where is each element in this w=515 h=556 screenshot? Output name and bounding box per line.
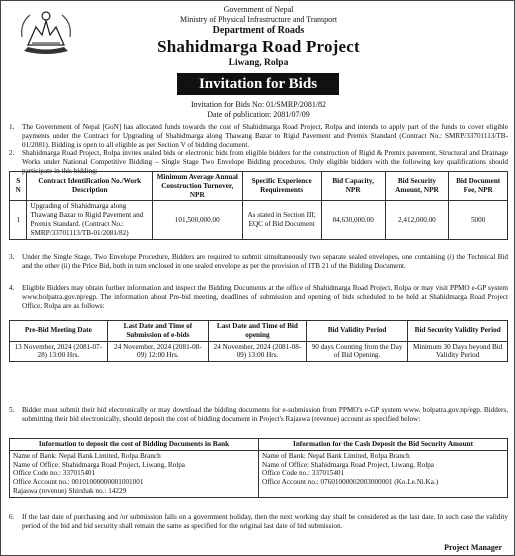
paragraph-2-number: 2. — [9, 149, 15, 157]
table-row — [10, 341, 508, 362]
paragraph-4-text: Eligible Bidders may obtain further information and inspect the Bidding Documents at the office of Shahidmarga Road Project, Rolpa or may visit PPMO e-GP system www.bolpatra.gov.np/egp. The information about Pre-bid meeting, deadlines of submission and opening of bids scheduled to be held at Shahidmarga Road Project Office, Rolpa are as follows: — [22, 284, 508, 311]
paragraph-3-text: Under the Single Stage, Two Envelope Procedure, Bidders are required to submit simultaneously two separate sealed envelopes, one containing (i) the Technical Bid and the other (ii) the Price Bid, both in turn enclosed in one sealed envelope as per the provision of ITB 21 of the Bidding Document. — [22, 253, 508, 271]
paragraph-5-number: 5. — [9, 406, 15, 414]
table-header: Last Date and Time of Bid opening — [209, 321, 307, 342]
table-header-row — [10, 321, 508, 342]
schedule-table — [9, 320, 508, 362]
paragraph-4-number: 4. — [9, 284, 15, 292]
table-cell: 1 — [10, 201, 27, 239]
paragraph-1-number: 1. — [9, 123, 15, 131]
project-location: Liwang, Rolpa — [228, 58, 289, 68]
bank-info-line: Office Code no.: 337015401 — [13, 469, 96, 478]
table-cell: 101,500,000.00 — [153, 201, 243, 239]
table-cell: 24 November, 2024 (2081-08-09) 12:00 Hrs. — [107, 341, 208, 362]
table-cell: 24 November, 2024 (2081-08-09) 13:00 Hrs. — [209, 341, 307, 362]
paragraph-3-number: 3. — [9, 253, 15, 261]
bank-info-line: Office Account no.: 00101000000001001001 — [13, 478, 144, 487]
paragraph-6-number: 6. — [9, 513, 15, 521]
table-cell: Minimum 30 Days beyond Bid Validity Period — [408, 341, 508, 362]
paragraph-6-text: If the last date of purchasing and /or submission falls on a government holiday, then the next working day shall be considered as the last date. In such case the validity period of the bid and bid security shall remain the same as specified for the original last date of bid submission. — [22, 513, 508, 531]
bank-info-line: Name of Office: Shahidmarga Road Project, Liwang, Rolpa — [262, 460, 434, 469]
bank-info-line: Office Account no.: 07601000002003000001 (Ko.Le.Ni.Ka.) — [262, 478, 439, 487]
qualification-table — [9, 171, 508, 240]
table-header: Minimum Average Annual Construction Turnover, NPR — [153, 172, 243, 201]
table-header: Pre-Bid Meeting Date — [10, 321, 108, 342]
bank-info-line: Office Code no.: 337015401 — [262, 469, 345, 478]
table-cell: 84,630,000.00 — [321, 201, 385, 239]
bank-info-line: Name of Bank: Nepal Bank Limited, Rolpa Branch — [13, 451, 161, 460]
table-header: Information for the Cash Deposit the Bid Security Amount — [259, 439, 508, 451]
table-header-row — [10, 439, 508, 451]
invitation-banner: Invitation for Bids — [177, 73, 339, 95]
table-header: Bid Validity Period — [306, 321, 408, 342]
paragraph-2-text: Shahidmarga Road Project, Rolpa invites sealed bids or electronic bids from eligible bidders for the construction of Rigid & Premix pavement, Structural and Drainage Works under National Competitive Bidding – Single Stage Two Envelope Bidding procedures. Only eligible bidders with the following key qualifications should participate in this bidding: — [22, 149, 508, 176]
ministry-name: Ministry of Physical Infrastructure and Transport — [179, 15, 338, 24]
table-cell: 13 November, 2024 (2081-07-28) 13:00 Hrs. — [10, 341, 108, 362]
bank-info-line: Name of Bank: Nepal Bank Limited, Rolpa Branch — [262, 451, 410, 460]
paragraph-5-text: Bidder must submit their bid electronically or may download the bidding documents for e-submission from PPMO's e-GP system www. bolpatra.gov.np/egp. Bidders, submitting their bid electronically, should deposit the cost of bidding document in Project's Rajaswa (revenue) account as specified below: — [22, 406, 508, 424]
table-header: Last Date and Time of Submission of e-bids — [107, 321, 208, 342]
paragraph-4 — [9, 284, 508, 312]
table-row — [10, 201, 508, 239]
table-header: Bid Document Fee, NPR — [449, 172, 508, 201]
department-name: Department of Roads — [212, 25, 305, 36]
publication-date: Date of publication: 2081/07/09 — [207, 110, 310, 119]
table-cell: 2,412,000.00 — [385, 201, 449, 239]
table-cell — [259, 450, 508, 497]
paragraph-5 — [9, 406, 508, 424]
bank-info-line: Rajaswa (revenue) Shirshak no.: 14229 — [13, 486, 127, 495]
table-header-row — [10, 172, 508, 201]
bid-notice-number: Invitation for Bids No: 01/SMRP/2081/82 — [190, 100, 327, 109]
table-cell: As stated in Section III; EQC of Bid Document — [242, 201, 321, 239]
bank-info-line: Name of Office: Shahidmarga Road Project, Liwang, Rolpa — [13, 460, 185, 469]
table-header: Contract Identification No./Work Description — [27, 172, 153, 201]
table-cell: Upgrading of Shahidmarga along Thawang Bazar to Rigid Pavement and Premix Standard. (Contract No.: SMRP/33701113/TB-01/2081/82) — [27, 201, 153, 239]
bank-info-table — [9, 438, 508, 498]
paragraph-1-text: The Government of Nepal [GoN] has allocated funds towards the cost of Shahidmarga Road Project, Rolpa and intends to apply part of the funds to cover eligible payments under the Contract for Upgrading of Shahidmarga along Thawang Bazar to Rigid Pavement and Premix Standard (Contract No.: SMRP/33701113/TB-01/2081). Bidding is open to all eligible as per Section V of bidding document. — [22, 123, 508, 150]
table-row — [10, 450, 508, 497]
table-header: Bid Security Validity Period — [408, 321, 508, 342]
table-cell: 5000 — [449, 201, 508, 239]
table-header: Bid Capacity, NPR — [321, 172, 385, 201]
project-title: Shahidmarga Road Project — [157, 37, 360, 56]
table-cell — [10, 450, 259, 497]
table-cell: 90 days Counting from the Day of Bid Opening. — [306, 341, 408, 362]
table-header: Specific Experience Requirements — [242, 172, 321, 201]
paragraph-1 — [9, 123, 508, 151]
table-header: Information to deposit the cost of Bidding Documents in Bank — [10, 439, 259, 451]
paragraph-3 — [9, 253, 508, 271]
paragraph-6 — [9, 513, 508, 531]
table-header: S N — [10, 172, 27, 201]
table-header: Bid Security Amount, NPR — [385, 172, 449, 201]
government-name: Government of Nepal — [223, 5, 294, 14]
signatory: Project Manager — [444, 543, 502, 552]
